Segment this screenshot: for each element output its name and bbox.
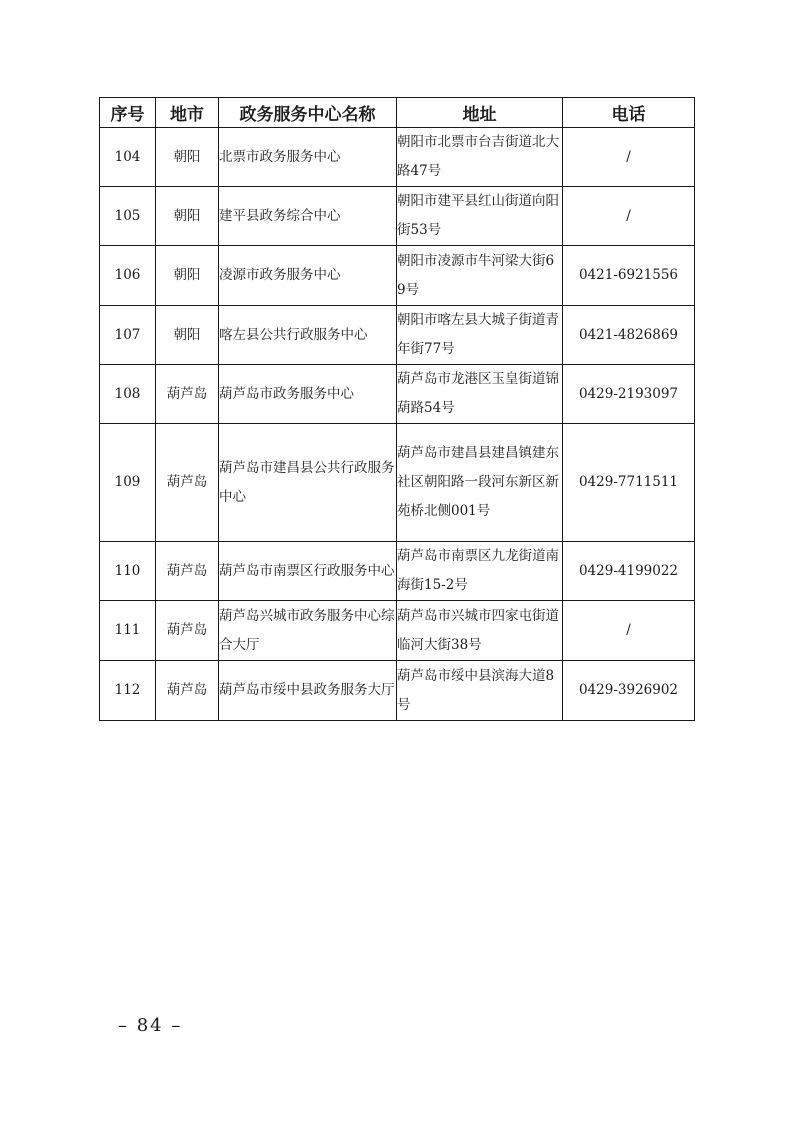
center-name-cell: 葫芦岛市建昌县公共行政服务中心 bbox=[219, 424, 397, 542]
address-cell: 葫芦岛市绥中县滨海大道8号 bbox=[397, 661, 563, 721]
phone-cell: / bbox=[563, 187, 695, 246]
table-row bbox=[100, 542, 695, 601]
city-cell: 朝阳 bbox=[156, 246, 219, 306]
phone-cell: 0429-7711511 bbox=[563, 424, 695, 542]
phone-cell: / bbox=[563, 128, 695, 187]
table-row bbox=[100, 601, 695, 661]
city-cell: 朝阳 bbox=[156, 128, 219, 187]
center-name-cell: 北票市政务服务中心 bbox=[219, 128, 397, 187]
city-cell: 葫芦岛 bbox=[156, 542, 219, 601]
center-name-cell: 凌源市政务服务中心 bbox=[219, 246, 397, 306]
serial-number-cell: 104 bbox=[100, 128, 156, 187]
serial-number-cell: 110 bbox=[100, 542, 156, 601]
address-cell: 朝阳市喀左县大城子街道青年街77号 bbox=[397, 306, 563, 365]
serial-number-cell: 107 bbox=[100, 306, 156, 365]
city-cell: 葫芦岛 bbox=[156, 601, 219, 661]
city-cell: 葫芦岛 bbox=[156, 424, 219, 542]
serial-number-cell: 109 bbox=[100, 424, 156, 542]
city-cell: 朝阳 bbox=[156, 187, 219, 246]
table-row bbox=[100, 306, 695, 365]
table-row bbox=[100, 365, 695, 424]
address-cell: 葫芦岛市南票区九龙街道南海街15-2号 bbox=[397, 542, 563, 601]
address-cell: 朝阳市建平县红山街道向阳街53号 bbox=[397, 187, 563, 246]
address-cell: 朝阳市凌源市牛河梁大街69号 bbox=[397, 246, 563, 306]
serial-number-cell: 105 bbox=[100, 187, 156, 246]
address-cell: 葫芦岛市建昌县建昌镇建东社区朝阳路一段河东新区新苑桥北侧001号 bbox=[397, 424, 563, 542]
table-row bbox=[100, 424, 695, 542]
city-cell: 朝阳 bbox=[156, 306, 219, 365]
phone-cell: 0421-6921556 bbox=[563, 246, 695, 306]
table-row bbox=[100, 128, 695, 187]
city-cell: 葫芦岛 bbox=[156, 661, 219, 721]
center-name-cell: 喀左县公共行政服务中心 bbox=[219, 306, 397, 365]
center-name-cell: 葫芦岛兴城市政务服务中心综合大厅 bbox=[219, 601, 397, 661]
address-cell: 朝阳市北票市台吉街道北大路47号 bbox=[397, 128, 563, 187]
table-row bbox=[100, 246, 695, 306]
phone-cell: 0429-2193097 bbox=[563, 365, 695, 424]
table-row bbox=[100, 187, 695, 246]
serial-number-cell: 111 bbox=[100, 601, 156, 661]
header-center-name: 政务服务中心名称 bbox=[219, 98, 397, 128]
phone-cell: 0429-4199022 bbox=[563, 542, 695, 601]
page-number: – 84 – bbox=[118, 1015, 183, 1036]
center-name-cell: 葫芦岛市政务服务中心 bbox=[219, 365, 397, 424]
phone-cell: 0429-3926902 bbox=[563, 661, 695, 721]
table-row bbox=[100, 661, 695, 721]
phone-cell: / bbox=[563, 601, 695, 661]
header-city: 地市 bbox=[156, 98, 219, 128]
serial-number-cell: 106 bbox=[100, 246, 156, 306]
center-name-cell: 葫芦岛市绥中县政务服务大厅 bbox=[219, 661, 397, 721]
center-name-cell: 建平县政务综合中心 bbox=[219, 187, 397, 246]
city-cell: 葫芦岛 bbox=[156, 365, 219, 424]
table-header-row bbox=[100, 98, 695, 128]
service-centers-table bbox=[99, 97, 695, 721]
center-name-cell: 葫芦岛市南票区行政服务中心 bbox=[219, 542, 397, 601]
header-serial-number: 序号 bbox=[100, 98, 156, 128]
address-cell: 葫芦岛市龙港区玉皇街道锦葫路54号 bbox=[397, 365, 563, 424]
phone-cell: 0421-4826869 bbox=[563, 306, 695, 365]
header-phone: 电话 bbox=[563, 98, 695, 128]
serial-number-cell: 108 bbox=[100, 365, 156, 424]
address-cell: 葫芦岛市兴城市四家屯街道临河大街38号 bbox=[397, 601, 563, 661]
header-address: 地址 bbox=[397, 98, 563, 128]
serial-number-cell: 112 bbox=[100, 661, 156, 721]
